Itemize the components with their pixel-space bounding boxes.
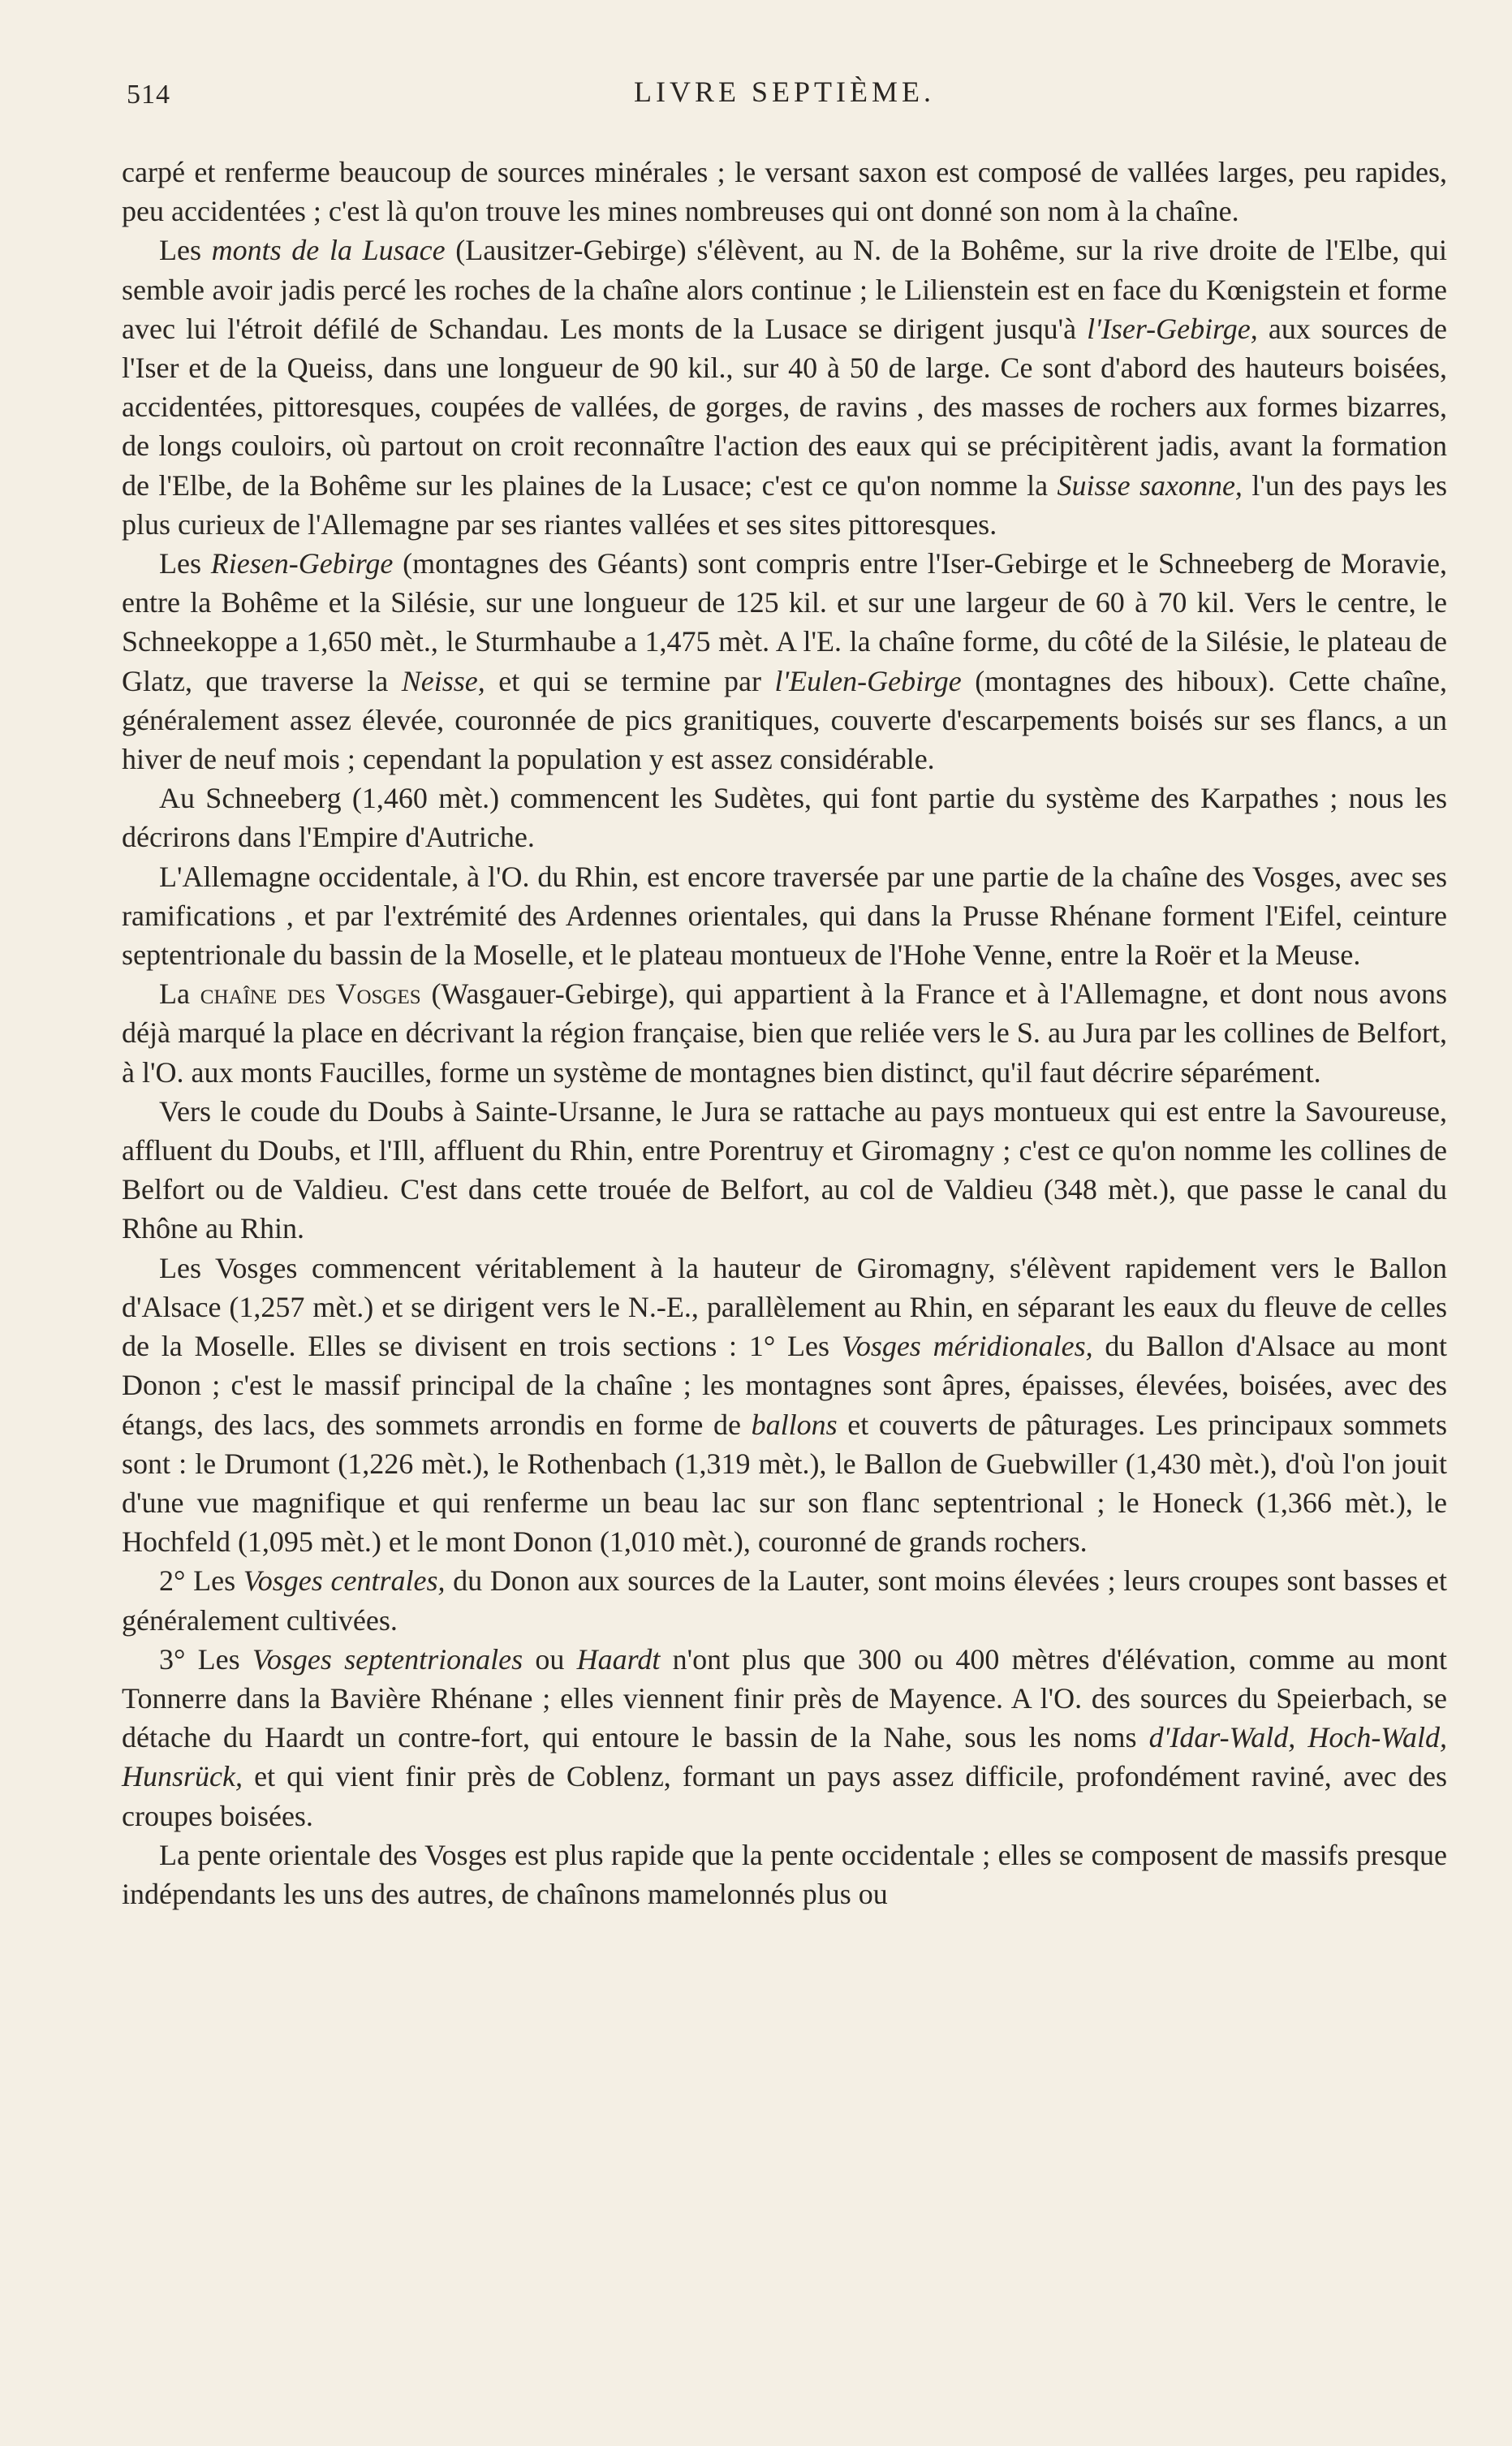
paragraph: [122, 779, 1447, 856]
text-run: 3° Les: [159, 1642, 252, 1676]
text-run: L'Allemagne occidentale, à l'O. du Rhin, est encore traversée par une partie de la chaîne des Vosges, avec ses ramifications , et par l'extrémité des Ardennes orientales, qui dans la Prusse Rhénane forment l'Eifel, ceinture septentrionale du bassin de la Moselle, et le plateau montueux de l'Hohe Venne, entre la Roër et la Meuse.: [122, 860, 1447, 972]
text-run: (montagnes des Géants) sont compris entre l'Iser-Gebirge et le Schneeberg de Moravie, entre la Bohême et la Silésie, sur une longueur de 125 kil. et sur une largeur de 60 à 70 kil. Vers le centre, le Schneekoppe a 1,650 mèt., le Sturmhaube a 1,475 mèt. A l'E. la chaîne forme, du côté de la Silésie, le plateau de Glatz, que traverse la: [122, 547, 1447, 697]
text-run: (Wasgauer-Gebirge), qui appartient à la France et à l'Allemagne, et dont nous avons déjà marqué la place en décrivant la région française, bien que reliée vers le S. au Jura par les collines de Belfort, à l'O. aux monts Faucilles, forme un système de montagnes bien distinct, qu'il faut décrire séparément.: [122, 977, 1447, 1089]
text-run: Les: [159, 547, 211, 580]
paragraph: [122, 1836, 1447, 1913]
text-run: La: [159, 977, 200, 1011]
text-run: La pente orientale des Vosges est plus rapide que la pente occidentale ; elles se composent de massifs presque indépendants les uns des autres, de chaînons mamelonnés plus ou: [122, 1838, 1447, 1910]
italic-term: ballons: [751, 1408, 838, 1441]
text-run: (montagnes des hiboux). Cette chaîne, généralement assez élevée, couronnée de pics granitiques, couverte d'escarpements boisés sur ses flancs, a un hiver de neuf mois ; cependant la population y est assez considérable.: [122, 664, 1447, 776]
text-run: Au Schneeberg (1,460 mèt.) commencent les Sudètes, qui font partie du système des Karpathes ; nous les décrirons dans l'Empire d'Autriche.: [122, 782, 1447, 854]
text-run: et couverts de pâturages. Les principaux sommets sont : le Drumont (1,226 mèt.), le Rothenbach (1,319 mèt.), le Ballon de Guebwiller (1,430 mèt.), d'où l'on jouit d'une vue magnifique et qui renferme un beau lac sur son flanc septentrional ; le Honeck (1,366 mèt.), le Hochfeld (1,095 mèt.) et le mont Donon (1,010 mèt.), couronné de grands rochers.: [122, 1408, 1447, 1559]
paragraph: [122, 1092, 1447, 1249]
text-run: carpé et renferme beaucoup de sources minérales ; le versant saxon est composé de vallées larges, peu rapides, peu accidentées ; c'est là qu'on trouve les mines nombreuses qui ont donné son nom à la chaîne.: [122, 156, 1447, 228]
text-run: (Lausitzer-Gebirge) s'élèvent, au N. de la Bohême, sur la rive droite de l'Elbe, qui semble avoir jadis percé les roches de la chaîne alors continue ; le Lilienstein est en face du Kœnigstein et forme avec lui l'étroit défilé de Schandau. Les monts de la Lusace se dirigent jusqu'à: [122, 234, 1447, 345]
running-title: LIVRE SEPTIÈME.: [634, 75, 935, 108]
italic-term: l'Eulen-Gebirge: [774, 664, 962, 697]
text-run: n'ont plus que 300 ou 400 mètres d'élévation, comme au mont Tonnerre dans la Bavière Rhénane ; elles viennent finir près de Mayence. A l'O. des sources du Speierbach, se détache du Haardt un contre-fort, qui entoure le bassin de la Nahe, sous les noms: [122, 1642, 1448, 1754]
text-run: l'un des pays les plus curieux de l'Allemagne par ses riantes vallées et ses sites pittoresques.: [122, 468, 1447, 541]
italic-term: Vosges méridionales,: [841, 1330, 1093, 1363]
text-run: Vers le coude du Doubs à Sainte-Ursanne, le Jura se rattache au pays montueux qui est entre la Savoureuse, affluent du Doubs, et l'Ill, affluent du Rhin, entre Porentruy et Giromagny ; c'est ce qu'on nomme les collines de Belfort ou de Valdieu. C'est dans cette trouée de Belfort, au col de Valdieu (348 mèt.), que passe le canal du Rhône au Rhin.: [122, 1094, 1447, 1245]
text-run: et qui se termine par: [485, 664, 775, 697]
paragraph: [122, 1561, 1447, 1639]
text-run: ou: [523, 1642, 577, 1676]
italic-term: Vosges centrales,: [243, 1564, 446, 1598]
text-run: du Ballon d'Alsace au mont Donon ; c'est le massif principal de la chaîne ; les montagnes sont âpres, épaisses, élevées, boisées, avec des étangs, des lacs, des sommets arrondis en forme de: [122, 1330, 1447, 1441]
page-header: [122, 71, 1447, 120]
page-number: 514: [127, 80, 170, 110]
paragraph: [122, 857, 1447, 975]
italic-term: monts de la Lusace: [211, 234, 446, 267]
text-run: Les: [159, 234, 212, 267]
italic-term: Vosges septentrionales: [252, 1642, 523, 1676]
paragraph: [122, 1640, 1447, 1836]
text-run: Les Vosges commencent véritablement à la hauteur de Giromagny, s'élèvent rapidement vers le Ballon d'Alsace (1,257 mèt.) et se dirigent vers le N.-E., parallèlement au Rhin, en séparant les eaux du fleuve de celles de la Moselle. Elles se divisent en trois sections : 1° Les: [122, 1251, 1447, 1363]
text-run: du Donon aux sources de la Lauter, sont moins élevées ; leurs croupes sont basses et généralement cultivées.: [122, 1564, 1448, 1637]
small-caps-term: chaîne des Vosges: [200, 977, 421, 1011]
paragraph: [122, 1249, 1447, 1562]
paragraph: [122, 544, 1447, 779]
text-run: et qui vient finir près de Coblenz, formant un pays assez difficile, profondément raviné, avec des croupes boisées.: [122, 1760, 1447, 1832]
text-run: aux sources de l'Iser et de la Queiss, dans une longueur de 90 kil., sur 40 à 50 de large. Ce sont d'abord des hauteurs boisées, accidentées, pittoresques, coupées de vallées, de gorges, de ravins , des masses de rochers aux formes bizarres, de longs couloirs, où partout on croit reconnaître l'action des eaux qui se précipitèrent jadis, avant la formation de l'Elbe, de la Bohême sur les plaines de la Lusace; c'est ce qu'on nomme la: [122, 312, 1448, 502]
italic-term: Riesen-Gebirge: [210, 547, 394, 580]
italic-term: Neisse,: [401, 664, 485, 697]
paragraph: [122, 153, 1447, 231]
page-body: [122, 153, 1447, 1913]
italic-term: d'Idar-Wald, Hoch-Wald, Hunsrück,: [122, 1721, 1447, 1793]
paragraph: [122, 231, 1447, 544]
paragraph: [122, 974, 1447, 1092]
italic-term: Suisse saxonne,: [1057, 468, 1243, 502]
text-run: 2° Les: [159, 1564, 243, 1598]
italic-term: l'Iser-Gebirge,: [1087, 312, 1258, 345]
italic-term: Haardt: [576, 1642, 661, 1676]
